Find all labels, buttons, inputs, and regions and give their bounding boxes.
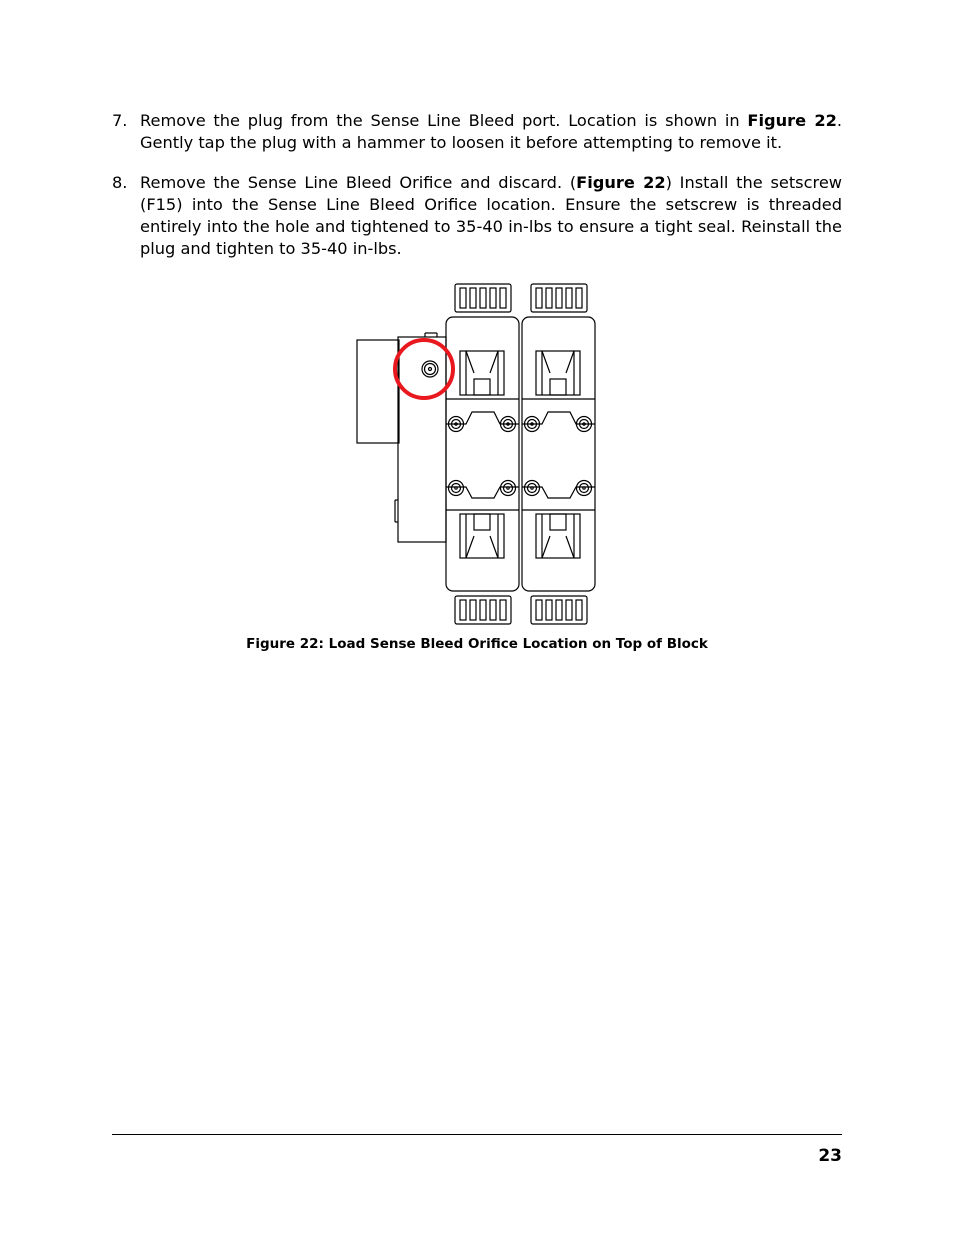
figure-caption: Figure 22: Load Sense Bleed Orifice Location on Top of Block	[246, 636, 708, 652]
step-7	[112, 110, 842, 154]
figure-reference: Figure 22	[747, 111, 837, 130]
figure-reference: Figure 22	[576, 173, 666, 192]
step-text: Remove the plug from the Sense Line Bleed port. Location is shown in Figure 22. Gently tap the plug with a hammer to loosen it before attempting to remove it.	[140, 111, 842, 152]
valve-block-figure	[350, 280, 600, 630]
page-number: 23	[818, 1146, 842, 1166]
highlight-circle	[350, 280, 600, 630]
step-8	[112, 172, 842, 260]
step-number: 8.	[112, 173, 128, 192]
step-number: 7.	[112, 111, 128, 130]
footer-rule	[112, 1134, 842, 1135]
step-text: Remove the Sense Line Bleed Orifice and discard. (Figure 22) Install the setscrew (F15) into the Sense Line Bleed Orifice location. Ensure the setscrew is threaded entirely into the hole and tightened to 35-40 in-lbs to ensure a tight seal. Reinstall the plug and tighten to 35-40 in-lbs.	[140, 173, 843, 258]
